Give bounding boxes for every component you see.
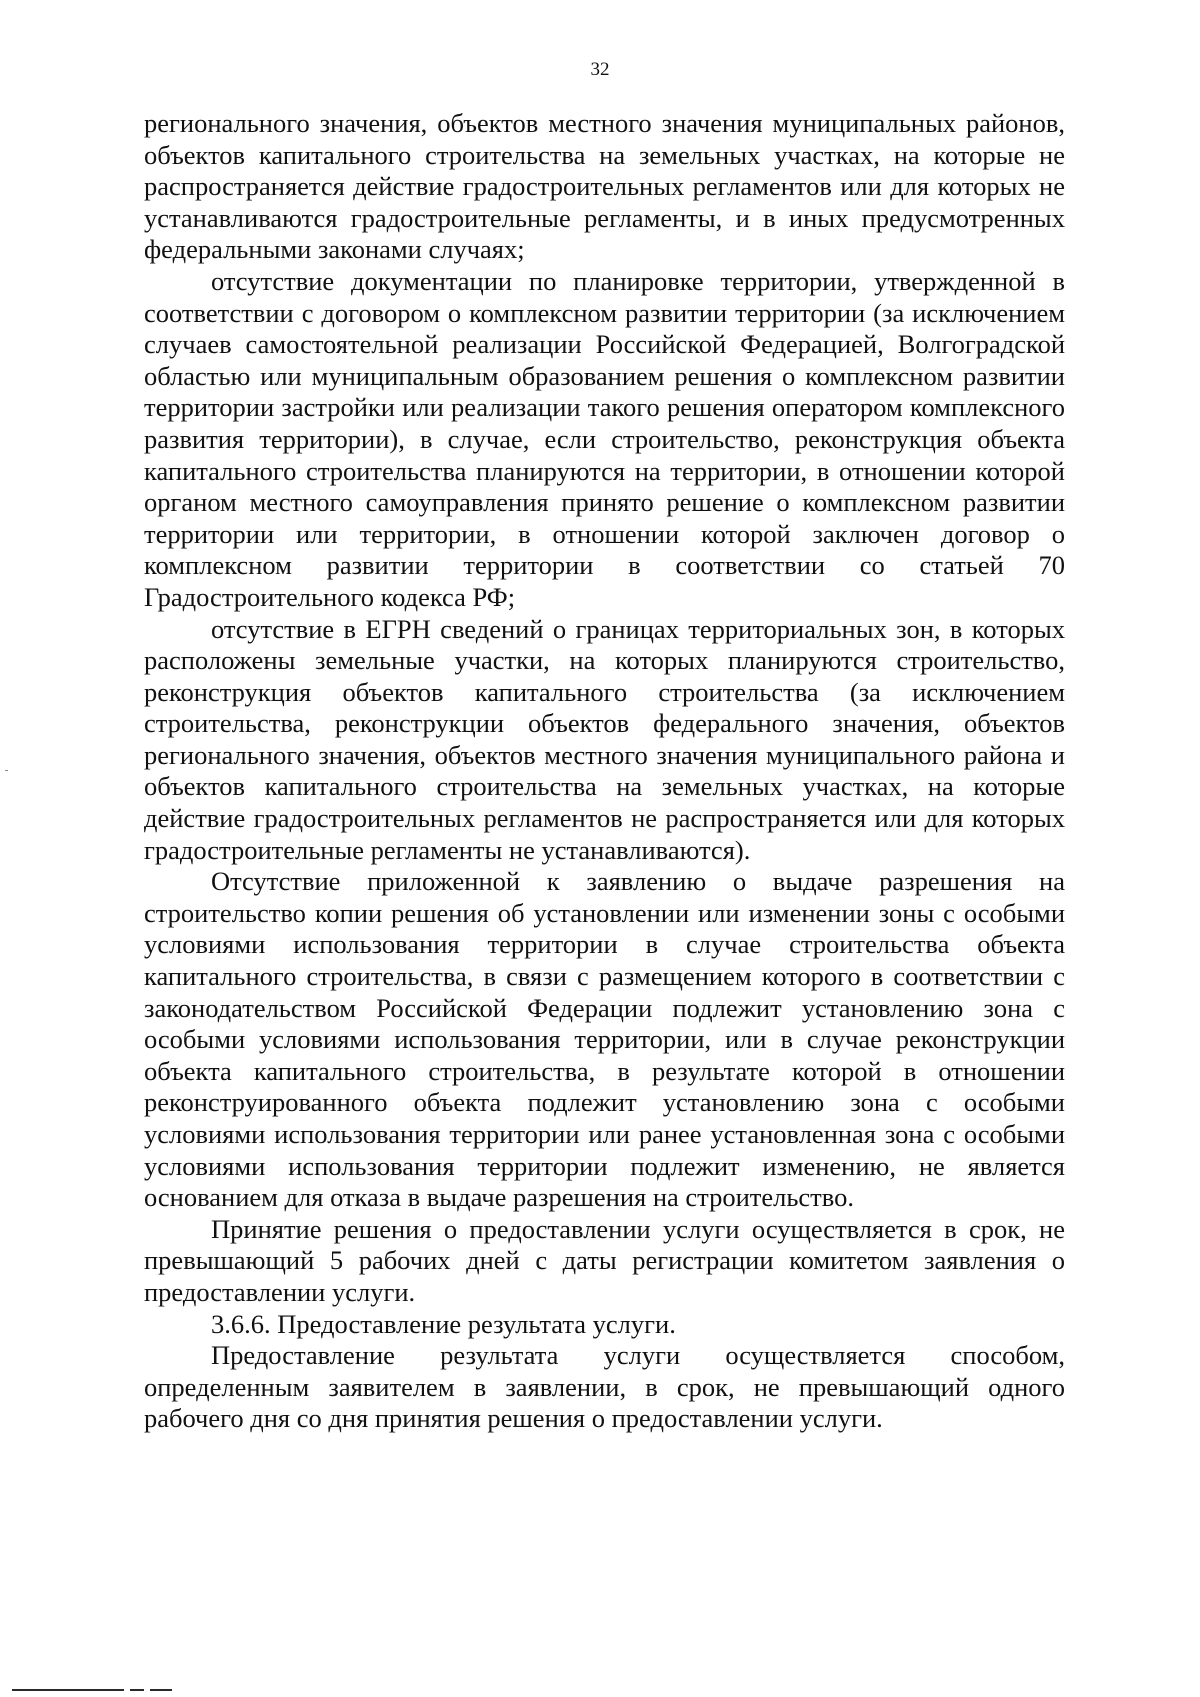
paragraph: Отсутствие приложенной к заявлению о выдаче разрешения на строительство копии решения об установлении или изменении зоны с особыми условиями использования территории в случае строительства объекта капитального строительства, в связи с размещением которого в соответствии с законодательством Российской Федерации подлежит установлению зона с особыми условиями использования территории, или в случае реконструкции объекта капитального строительства, в результате которой в отношении реконструированного объекта подлежит установлению зона с особыми условиями использования территории или ранее установленная зона с особыми условиями использования территории подлежит изменению, не является основанием для отказа в выдаче разрешения на строительство. bbox=[144, 866, 1065, 1213]
paragraph: отсутствие документации по планировке территории, утвержденной в соответствии с договором о комплексном развитии территории (за исключением случаев самостоятельной реализации Российской Федерацией, Волгоградской областью или муниципальным образованием решения о комплексном развитии территории застройки или реализации такого решения оператором комплексного развития территории), в случае, если строительство, реконструкция объекта капитального строительства планируются на территории, в отношении которой органом местного самоуправления принято решение о комплексном развитии территории или территории, в отношении которой заключен договор о комплексном развитии территории в соответствии со статьей 70 Градостроительного кодекса РФ; bbox=[144, 265, 1065, 612]
footer-rule bbox=[12, 1689, 172, 1691]
page-number: 32 bbox=[590, 59, 610, 80]
paragraph-continuation: регионального значения, объектов местного значения муниципальных районов, объектов капитального строительства на земельных участках, на которые не распространяется действие градостроительных регламентов или для которых не устанавливаются градостроительные регламенты, и в иных предусмотренных федеральными законами случаях; bbox=[144, 108, 1065, 265]
paragraph: Принятие решения о предоставлении услуги осуществляется в срок, не превышающий 5 рабочих дней с даты регистрации комитетом заявления о предоставлении услуги. bbox=[144, 1213, 1065, 1307]
paragraph: отсутствие в ЕГРН сведений о границах территориальных зон, в которых расположены земельные участки, на которых планируются строительство, реконструкция объектов капитального строительства (за исключением строительства, реконструкции объектов федерального значения, объектов регионального значения, объектов местного значения муниципального района и объектов капитального строительства на земельных участках, на которые действие градостроительных регламентов не распространяется или для которых градостроительные регламенты не устанавливаются). bbox=[144, 613, 1065, 865]
section-heading: 3.6.6. Предоставление результата услуги. bbox=[211, 1308, 676, 1339]
document-body bbox=[144, 108, 1065, 1435]
paragraph: Предоставление результата услуги осуществляется способом, определенным заявителем в заявлении, в срок, не превышающий одного рабочего дня со дня принятия решения о предоставлении услуги. bbox=[144, 1340, 1065, 1434]
scan-margin-mark bbox=[5, 770, 8, 771]
